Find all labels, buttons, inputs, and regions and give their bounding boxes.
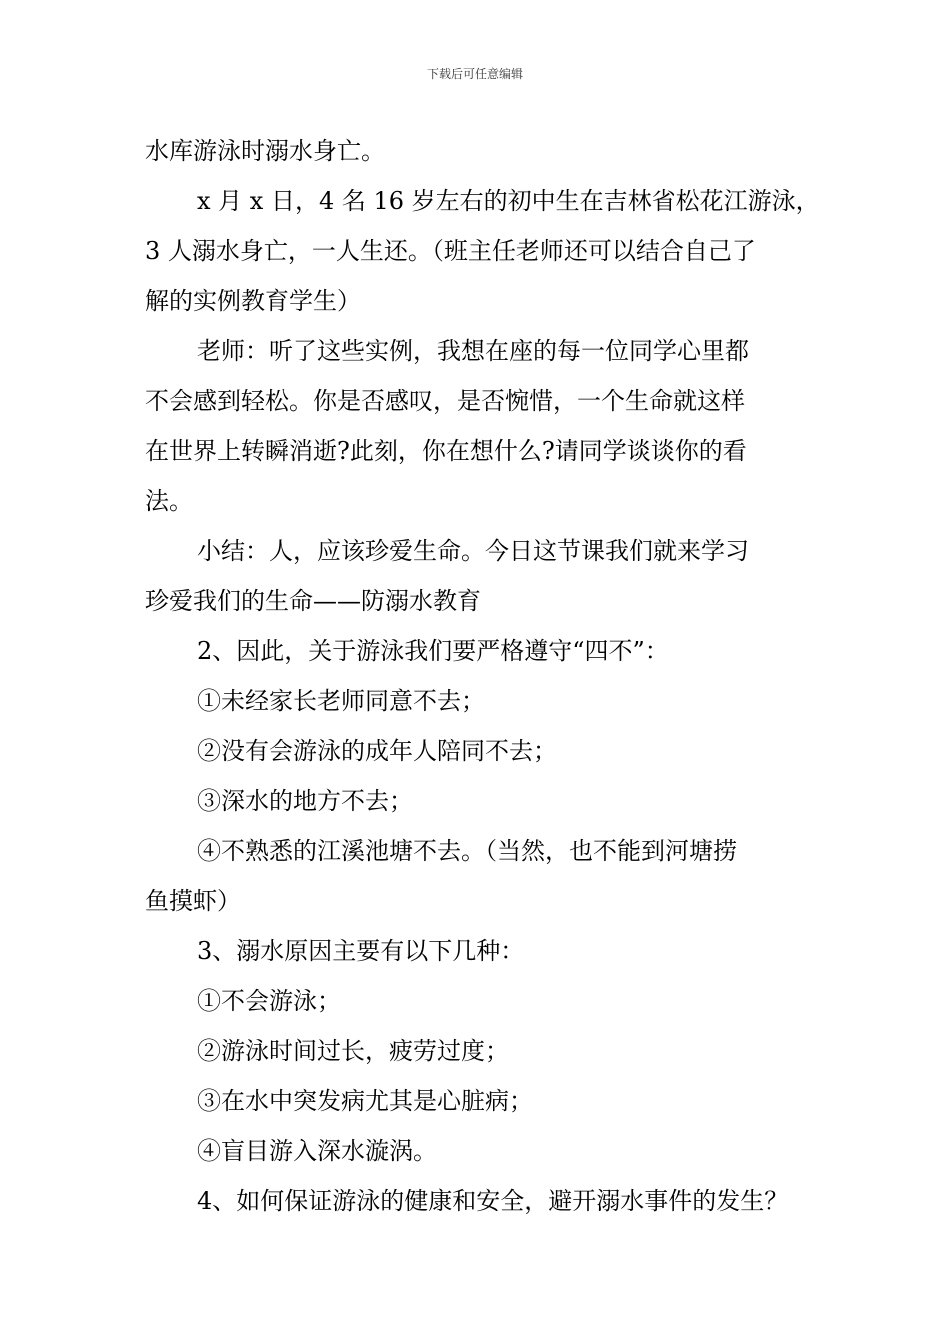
text-line: 4、如何保证游泳的健康和安全，避开溺水事件的发生？ xyxy=(197,1187,789,1215)
document-body xyxy=(145,126,825,1226)
text-line: x 月 x 日，4 名 16 岁左右的初中生在吉林省松花江游泳， xyxy=(197,187,820,215)
list-item: ③在水中突发病尤其是心脏病； xyxy=(197,1087,533,1115)
text-line: 法。 xyxy=(145,487,193,515)
list-item: ①未经家长老师同意不去； xyxy=(197,687,485,715)
text-line: 解的实例教育学生） xyxy=(145,287,361,315)
page-header: 下载后可任意编辑 xyxy=(426,67,523,81)
text-line: 鱼摸虾） xyxy=(145,887,241,915)
text-line: 水库游泳时溺水身亡。 xyxy=(145,137,385,165)
text-line: 老师：听了这些实例，我想在座的每一位同学心里都 xyxy=(197,337,749,365)
text-line: 3、溺水原因主要有以下几种： xyxy=(197,937,525,965)
text-line: 3 人溺水身亡，一人生还。（班主任老师还可以结合自己了 xyxy=(145,237,756,265)
list-item: ④不熟悉的江溪池塘不去。（当然，也不能到河塘捞 xyxy=(197,837,737,865)
list-item: ④盲目游入深水漩涡。 xyxy=(197,1137,437,1165)
text-line: 小结：人，应该珍爱生命。今日这节课我们就来学习 xyxy=(197,537,749,565)
text-line: 在世界上转瞬消逝?此刻，你在想什么?请同学谈谈你的看 xyxy=(145,437,747,465)
text-line: 2、因此，关于游泳我们要严格遵守“四不”： xyxy=(197,637,669,665)
list-item: ①不会游泳； xyxy=(197,987,341,1015)
text-line: 不会感到轻松。你是否感叹，是否惋惜，一个生命就这样 xyxy=(145,387,745,415)
list-item: ②没有会游泳的成年人陪同不去； xyxy=(197,737,557,765)
list-item: ②游泳时间过长，疲劳过度； xyxy=(197,1037,509,1065)
text-line: 珍爱我们的生命——防溺水教育 xyxy=(145,587,481,615)
list-item: ③深水的地方不去； xyxy=(197,787,413,815)
